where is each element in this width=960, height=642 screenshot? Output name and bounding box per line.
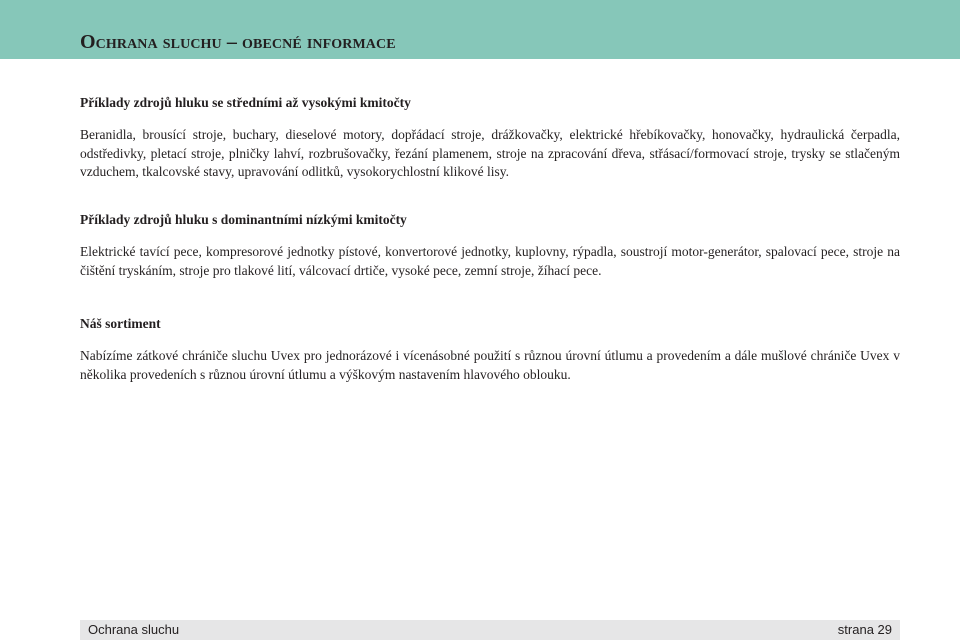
section-heading: Příklady zdrojů hluku se středními až vysokými kmitočty [80,95,411,110]
section-heading: Náš sortiment [80,316,161,331]
section-paragraph: Elektrické tavící pece, kompresorové jednotky pístové, konvertorové jednotky, kuplovny, rýpadla, soustrojí motor-generátor, spalovací pece, stroje na čištění tryskáním, stroje pro tlakové lití, válcovací drtiče, vysoké pece, zemní stroje, žíhací pece. [80,244,900,278]
footer-bar [80,620,900,640]
section-medium-high-frequency [80,94,900,182]
section-paragraph: Beranidla, brousící stroje, buchary, dieselové motory, dopřádací stroje, drážkovačky, elektrické hřebíkovačky, honovačky, hydraulická čerpadla, odstředivky, pletací stroje, plničky lahví, rozbrušovačky, řezání plamenem, stroje na zpracování dřeva, střásací/formovací stroje, trysky se stlačeným vzduchem, tkalcovské stavy, upravování odlitků, vysokorychlostní klikové lisy. [80,127,900,180]
section-heading: Příklady zdrojů hluku s dominantními nízkými kmitočty [80,212,407,227]
section-paragraph: Nabízíme zátkové chrániče sluchu Uvex pro jednorázové i vícenásobné použití s různou úrovní útlumu a provedením a dále mušlové chrániče Uvex v několika provedeních s různou úrovní útlumu a výškovým nastavením hlavového oblouku. [80,348,900,382]
section-our-range [80,315,900,384]
footer-section-name: Ochrana sluchu [88,622,180,637]
section-low-frequency [80,211,900,280]
page-title: Ochrana sluchu – obecné informace [80,31,396,53]
page-number: strana 29 [837,622,892,637]
